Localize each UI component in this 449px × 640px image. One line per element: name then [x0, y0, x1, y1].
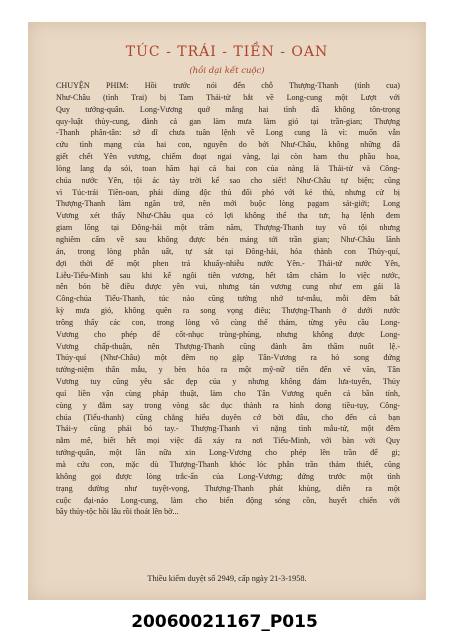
censorship-note: Thiều kiểm duyệt số 2949, cấp ngày 21-3-1958. — [147, 574, 307, 583]
synopsis-line: trông thấy các con, trong lòng vô cùng thể thảm, từng yêu cầu Long- — [56, 317, 400, 327]
archive-id-caption: 20060021167_P015 — [131, 612, 318, 632]
synopsis-line: Thủy-quỉ (Như-Châu) một đêm nọ gặp Tân-Vương ra hỏ song đứng — [56, 353, 400, 363]
synopsis-line: kỳ mưa gió, không quên ra song vọng điêu; Thượng-Thanh ở dưới nước — [56, 306, 400, 316]
synopsis-line: chúa nước Yên, tội ác tày trời kể sao cho siết! Như-Châu tự biện; cũng — [56, 175, 400, 185]
synopsis-line: Quy tướng-quân. Long-Vương quở mắng hai tình đã không tôn-trọng — [56, 104, 400, 114]
synopsis-line: quỉ liền vận cùng pháp thuật, làm cho Tân Vương quên cả bần tính, — [56, 388, 400, 398]
synopsis-line: Thượng-Thanh làm ngăn trở, nên mới buộc lòng pạgam sát-giới; Long — [56, 199, 400, 209]
synopsis-line: tưởng-niệm thân mẫu, y bèn hóa ra một mỹ-nữ tiến đến vẽ vãn, Tân — [56, 365, 400, 375]
synopsis-line: Liễu-Tiểu-Minh sau khi kế ngôi tiên vương, hết tâm chăm lo việc nước, — [56, 270, 400, 280]
synopsis-line: Công-chúa Tiểu-Thanh, túc nào cũng tưởng nhớ tư-mẫu, mỗi đêm bất — [56, 294, 400, 304]
synopsis-line: Vương tuy cũng yêu sắc đẹp của y nhưng không đám lưa-tuyển, Thủy — [56, 377, 400, 387]
synopsis-line: trạng dường như tuyệt-vọng, Thượng-Thanh phát khùng, diễn ra một — [56, 483, 400, 493]
synopsis-line: cùng y đắm say trong vòng sắc dục thành ra hình dong tiều-tụy, Công- — [56, 400, 400, 410]
synopsis-line: nằm mê, biết hết mọi việc đã xảy ra nơi Tiểu-Minh, với bàn với Quy — [56, 436, 400, 446]
synopsis-line: Như-Châu (tình Trai) bị Tam Thái-tử bắt về Long-cung một Lượt với — [56, 92, 400, 102]
synopsis-line: cứu tình mạng của hai con, nguyên do bởi Như-Châu, không những đã — [56, 140, 400, 150]
synopsis-line: tướng-quân, một lần nữa xin Long-Vương cho phép lên trần để gi; — [56, 448, 400, 458]
synopsis-line: CHUYỆN PHIM: Hồi trước nói đến chỗ Thượng-Thanh (tình cua) — [56, 81, 400, 90]
synopsis-text — [56, 80, 400, 518]
synopsis-line: nên bỏn bề điều được yên vui, nhưng tán vương cung như em gái là — [56, 282, 400, 292]
synopsis-line: mà cứu con, mặc dù Thượng-Thanh khóc lóc phân trần thảm thiết, cũng — [56, 460, 400, 469]
synopsis-line: chúa (Tiểu-thanh) cũng chẳng hiểu duyên cớ bởi đâu, cho đến cả bạn — [56, 412, 400, 422]
document-page — [28, 22, 426, 600]
synopsis-line: Vương cho phép để cốt-nhục trùng-phùng, nhưng không được Long- — [56, 329, 400, 339]
synopsis-line: quy-luật thủy-cung, đành cả gan làm mưa làm gió tại trần-gian; Thượng — [56, 116, 400, 126]
synopsis-line: không gọi được lòng trắc-ẩn của Long-Vương; đứng trước một tình — [56, 471, 400, 481]
synopsis-line: bầy thủy-tộc hồi lâu rồi thoát lên bờ... — [56, 507, 179, 517]
synopsis-line: giết chết Yên vương, chiếm đoạt ngai vàng, lại còn ham thu phầu hoa, — [56, 152, 400, 162]
synopsis-line: cuộc đại-náo Long-cung, làm cho biển động sóng cồn, huyết chiến với — [56, 495, 400, 505]
synopsis-line: Vương chấp-thuận, nên Thượng-Thanh cũng đành âm thầm nuốt lệ.- — [56, 341, 400, 351]
document-subtitle: (hồi dại kết cuộc) — [189, 66, 265, 76]
synopsis-line: -Thanh phân-tân: sở dĩ chưa tuân lệnh về Long cung là vì: muốn vẫn — [56, 128, 400, 138]
synopsis-line: nghiêm cấm về sau không được bén mảng tới trần gian; Như-Châu lãnh — [56, 234, 400, 244]
synopsis-line: lòng lang dạ sói, toan hãm hại cả hai con của nàng là Thái-tử và Công- — [56, 163, 400, 173]
synopsis-line: án, trong lòng phẫn uất, tự sát tại Đông-hải, hóa thành con Thủy-quỉ, — [56, 246, 400, 256]
synopsis-line: vì Túc-trái Tiền-oan, phải dùng độc thủ đối phó với kẻ thù, nhưng cử bị — [56, 187, 400, 197]
document-title: TÚC - TRÁI - TIỀN - OAN — [125, 44, 329, 60]
synopsis-line: đợi thời để một phen trả khuấy-nhiễu nước Yên.- Thái-tử nước Yên, — [56, 258, 400, 268]
synopsis-line: Vương xét thấy Như-Châu qua có lợi không thể tha tưr, hạ lệnh đem — [56, 211, 400, 221]
synopsis-line: giam lõng tại Đông-hải một trăm năm, Thượng-Thanh tuy vô tội nhưng — [56, 223, 400, 233]
synopsis-line: Thái-y cũng phải bó tay.- Thượng-Thanh vì nặng tình mẫu-tử, một đêm — [56, 424, 400, 434]
